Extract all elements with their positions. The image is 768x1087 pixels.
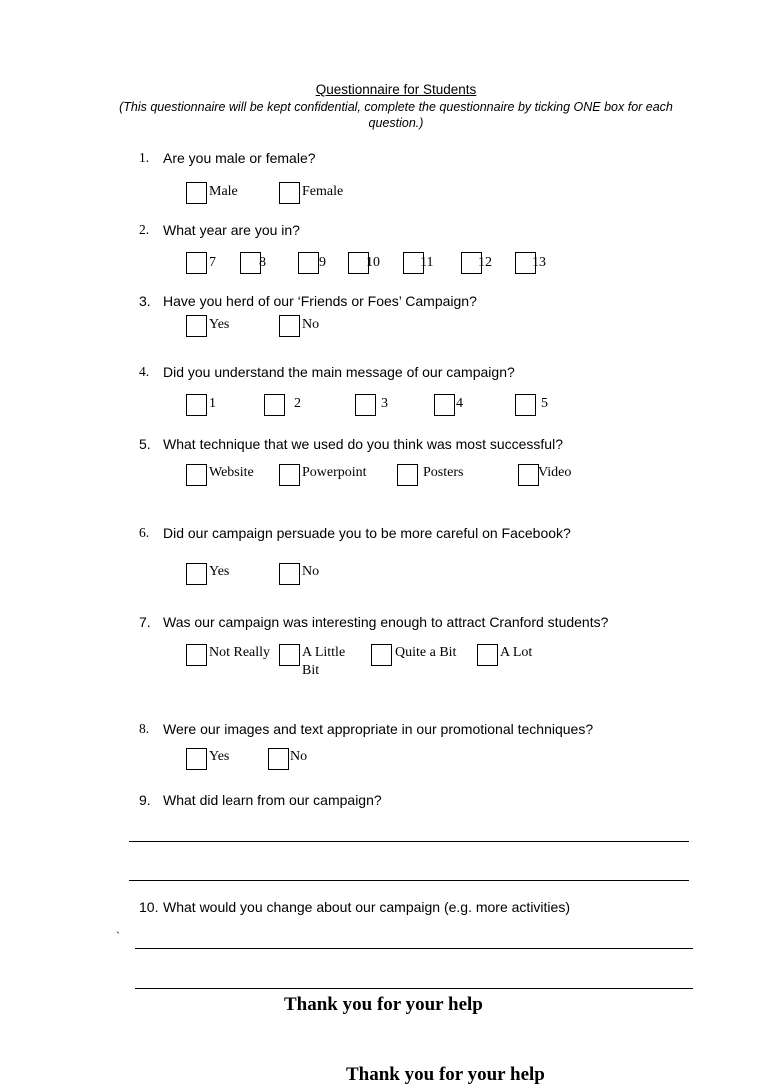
option-label: 1 bbox=[209, 396, 216, 411]
option-label: 3 bbox=[381, 396, 388, 411]
checkbox-website[interactable] bbox=[186, 464, 207, 486]
thank-you-text: Thank you for your help bbox=[284, 994, 483, 1015]
page-subtitle: (This questionnaire will be kept confidential, complete the questionnaire by ticking ONE box for each question.) bbox=[119, 100, 673, 130]
option-label-continued: Bit bbox=[302, 663, 320, 678]
checkbox-video[interactable] bbox=[518, 464, 539, 486]
question-text: What year are you in? bbox=[163, 222, 300, 238]
stray-mark: ` bbox=[116, 929, 120, 943]
page-title: Questionnaire for Students bbox=[315, 82, 477, 97]
checkbox-not-really[interactable] bbox=[186, 644, 207, 666]
option-label: No bbox=[302, 564, 320, 579]
question-text: Have you herd of our ‘Friends or Foes’ Campaign? bbox=[163, 293, 477, 309]
answer-line[interactable] bbox=[129, 841, 689, 842]
option-label: 10 bbox=[366, 255, 380, 270]
option-label: Yes bbox=[209, 749, 230, 764]
checkbox-rating-4[interactable] bbox=[434, 394, 455, 416]
checkbox-rating-2[interactable] bbox=[264, 394, 285, 416]
question-number: 7. bbox=[139, 614, 151, 630]
checkbox-female[interactable] bbox=[279, 182, 300, 204]
checkbox-yes[interactable] bbox=[186, 315, 207, 337]
option-label: Yes bbox=[209, 564, 230, 579]
option-label: 7 bbox=[209, 255, 216, 270]
option-label: Posters bbox=[423, 465, 464, 480]
option-label: Quite a Bit bbox=[395, 645, 457, 660]
option-label: 2 bbox=[294, 396, 301, 411]
question-number: 8. bbox=[139, 721, 150, 736]
checkbox-rating-1[interactable] bbox=[186, 394, 207, 416]
option-label: Website bbox=[209, 465, 254, 480]
checkbox-rating-5[interactable] bbox=[515, 394, 536, 416]
question-text: Did you understand the main message of our campaign? bbox=[163, 364, 515, 380]
option-label: 4 bbox=[456, 396, 463, 411]
option-label: Female bbox=[302, 184, 344, 199]
option-label: 9 bbox=[319, 255, 326, 270]
option-label: Yes bbox=[209, 317, 230, 332]
checkbox-no[interactable] bbox=[279, 563, 300, 585]
question-text: Was our campaign was interesting enough to attract Cranford students? bbox=[163, 614, 609, 630]
option-label: A Little bbox=[302, 645, 346, 660]
checkbox-year-9[interactable] bbox=[298, 252, 319, 274]
question-number: 10. bbox=[139, 899, 159, 915]
question-number: 9. bbox=[139, 792, 151, 808]
checkbox-male[interactable] bbox=[186, 182, 207, 204]
checkbox-year-8[interactable] bbox=[240, 252, 261, 274]
option-label: 12 bbox=[478, 255, 492, 270]
answer-line[interactable] bbox=[129, 880, 689, 881]
question-text: What did learn from our campaign? bbox=[163, 792, 382, 808]
option-label: Video bbox=[538, 465, 572, 480]
checkbox-rating-3[interactable] bbox=[355, 394, 376, 416]
checkbox-yes[interactable] bbox=[186, 748, 207, 770]
question-text: Are you male or female? bbox=[163, 150, 316, 166]
question-number: 1. bbox=[139, 150, 150, 165]
option-label: No bbox=[302, 317, 320, 332]
option-label: Male bbox=[209, 184, 238, 199]
option-label: 5 bbox=[541, 396, 548, 411]
option-label: No bbox=[290, 749, 308, 764]
question-number: 5. bbox=[139, 436, 151, 452]
option-label: A Lot bbox=[500, 645, 533, 660]
question-text: What technique that we used do you think was most successful? bbox=[163, 436, 563, 452]
option-label: 13 bbox=[532, 255, 546, 270]
question-number: 3. bbox=[139, 293, 151, 309]
option-label: 11 bbox=[420, 255, 434, 270]
question-number: 4. bbox=[139, 364, 150, 379]
checkbox-posters[interactable] bbox=[397, 464, 418, 486]
question-text: Did our campaign persuade you to be more careful on Facebook? bbox=[163, 525, 571, 541]
question-text: What would you change about our campaign (e.g. more activities) bbox=[163, 899, 570, 915]
question-number: 6. bbox=[139, 525, 150, 540]
checkbox-a-little-bit[interactable] bbox=[279, 644, 300, 666]
checkbox-quite-a-bit[interactable] bbox=[371, 644, 392, 666]
checkbox-year-7[interactable] bbox=[186, 252, 207, 274]
checkbox-no[interactable] bbox=[268, 748, 289, 770]
option-label: Powerpoint bbox=[302, 465, 367, 480]
checkbox-powerpoint[interactable] bbox=[279, 464, 300, 486]
checkbox-no[interactable] bbox=[279, 315, 300, 337]
question-text: Were our images and text appropriate in our promotional techniques? bbox=[163, 721, 594, 737]
question-number: 2. bbox=[139, 222, 150, 237]
answer-line[interactable] bbox=[135, 988, 693, 989]
thank-you-text-repeat: Thank you for your help bbox=[346, 1064, 545, 1085]
option-label: 8 bbox=[259, 255, 266, 270]
answer-line[interactable] bbox=[135, 948, 693, 949]
checkbox-a-lot[interactable] bbox=[477, 644, 498, 666]
option-label: Not Really bbox=[209, 645, 271, 660]
checkbox-yes[interactable] bbox=[186, 563, 207, 585]
